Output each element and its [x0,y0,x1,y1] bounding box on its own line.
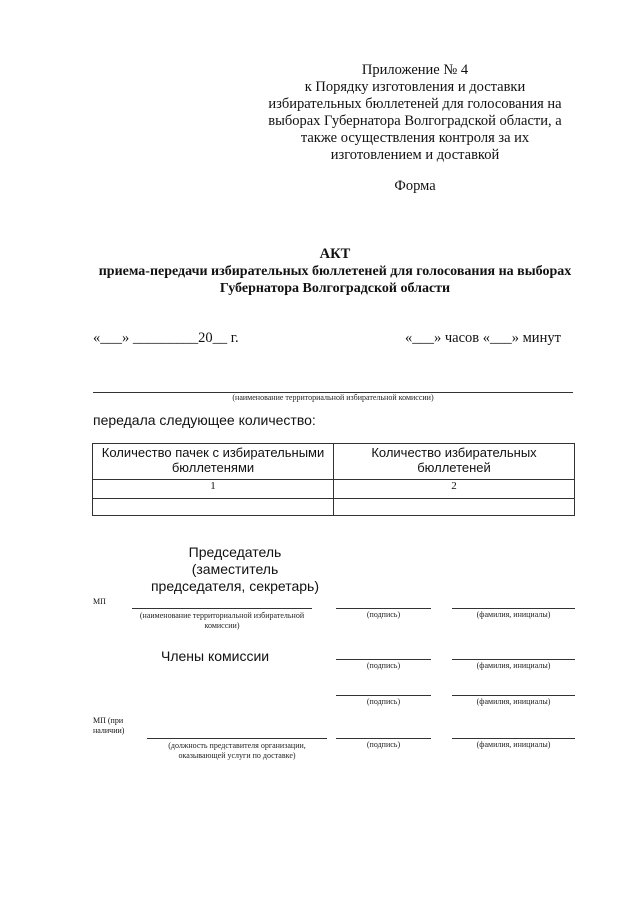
commission-name-caption: (наименование территориальной избирательной комиссии) [232,393,434,402]
annex-header [255,62,575,164]
stamp-place: МП [93,597,106,606]
title-main: АКТ [319,246,351,262]
signature-caption: (подпись) [366,740,401,749]
signature-caption: (подпись) [366,697,401,706]
org-rep-caption: (должность представителя организации, оказывающей услуги по доставке) [168,741,306,760]
counts-table [92,443,575,516]
name-line[interactable] [452,608,575,609]
time-field[interactable]: «___» часов «___» минут [405,330,561,346]
header-packs: Количество пачек с избирательными бюллетенями [93,444,334,480]
commission-name-caption: (наименование территориальной избирательной комиссии) [139,611,305,630]
org-rep-line[interactable] [147,738,327,739]
signature-line[interactable] [336,738,431,739]
name-line[interactable] [452,695,575,696]
title-line: приема-передачи избирательных бюллетеней для голосования на выборах [98,264,572,279]
signature-line[interactable] [336,659,431,660]
annex-line: к Порядку изготовления и доставки [304,79,526,95]
annex-line: также осуществления контроля за их [300,130,530,146]
date-field[interactable]: «___» _________20__ г. [93,330,239,346]
name-caption: (фамилия, инициалы) [476,610,551,619]
name-caption: (фамилия, инициалы) [476,661,551,670]
chair-label: Председатель (заместитель председателя, секретарь) [150,544,320,594]
signature-caption: (подпись) [366,610,401,619]
column-number: 2 [334,480,575,499]
annex-line: изготовлением и доставкой [330,147,500,163]
members-label: Члены комиссии [161,648,270,664]
transferred-text: передала следующее количество: [93,412,316,428]
column-number: 1 [93,480,334,499]
annex-line: избирательных бюллетеней для голосования на [268,96,562,112]
signature-caption: (подпись) [366,661,401,670]
table-header-row [93,444,575,480]
signature-line[interactable] [336,608,431,609]
header-ballots: Количество избирательных бюллетеней [334,444,575,480]
annex-line: выборах Губернатора Волгоградской области, а [268,113,562,129]
name-caption: (фамилия, инициалы) [476,697,551,706]
name-line[interactable] [452,738,575,739]
stamp-place-if-any: МП (при наличии) [93,716,125,735]
name-caption: (фамилия, инициалы) [476,740,551,749]
document-title [70,246,600,297]
commission-name-line[interactable] [132,608,312,609]
table-row [93,499,575,516]
table-number-row [93,480,575,499]
form-label: Форма [394,178,436,194]
signature-line[interactable] [336,695,431,696]
packs-cell[interactable] [93,499,334,516]
name-line[interactable] [452,659,575,660]
title-line: Губернатора Волгоградской области [219,281,451,296]
ballots-cell[interactable] [334,499,575,516]
annex-line: Приложение № 4 [361,62,469,78]
